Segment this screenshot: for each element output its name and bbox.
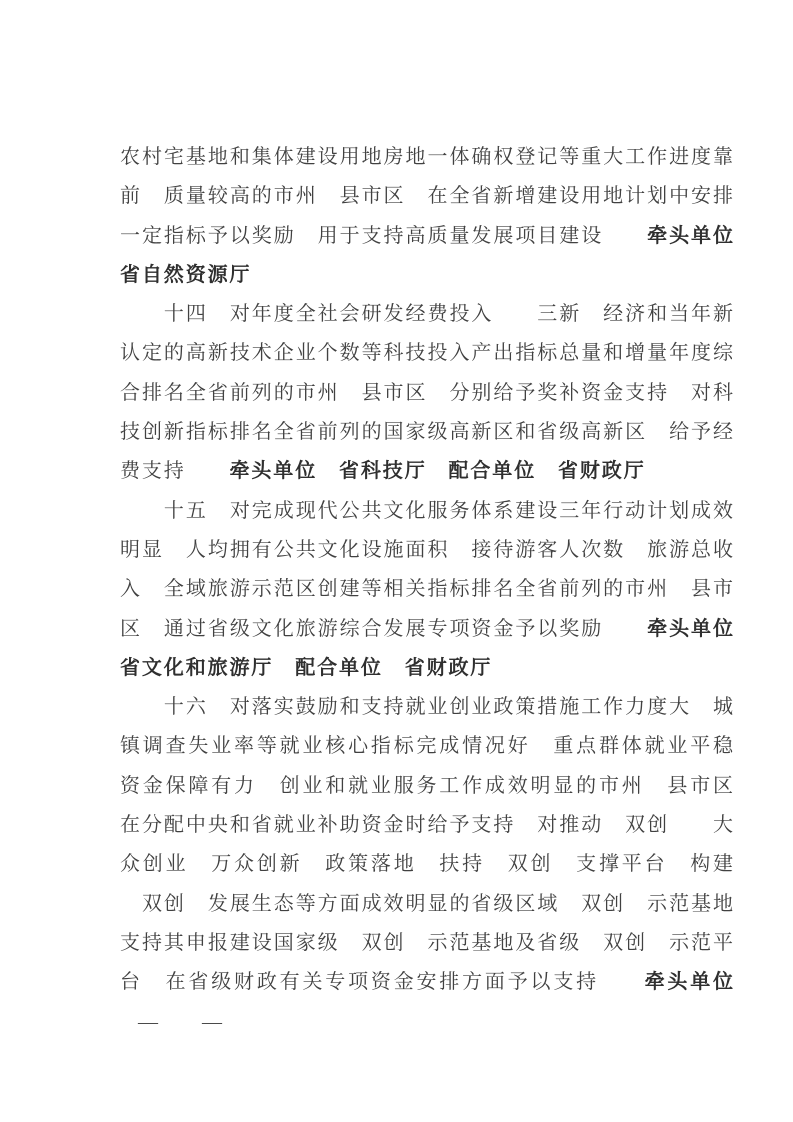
text-line bbox=[120, 924, 733, 963]
text-line bbox=[120, 492, 733, 531]
body-text-segment: 众创业 万众创新 政策落地 扶持 双创 支撑平台 构建 bbox=[120, 853, 733, 876]
text-line bbox=[120, 806, 733, 845]
text-line bbox=[120, 767, 733, 806]
text-line bbox=[120, 334, 733, 373]
text-line bbox=[120, 963, 733, 1002]
body-text-segment: 镇调查失业率等就业核心指标完成情况好 重点群体就业平稳 bbox=[120, 735, 733, 758]
kai-emphasis-text: 省自然资源厅 bbox=[120, 263, 252, 286]
kai-emphasis-text: 省文化和旅游厅 配合单位 省财政厅 bbox=[120, 656, 493, 679]
text-line bbox=[120, 570, 733, 609]
text-line bbox=[120, 452, 733, 491]
text-line bbox=[120, 610, 733, 649]
body-text-segment: 支持其申报建设国家级 双创 示范基地及省级 双创 示范平 bbox=[120, 931, 733, 954]
body-text-segment: 技创新指标排名全省前列的国家级高新区和省级高新区 给予经 bbox=[120, 421, 733, 444]
text-line bbox=[120, 217, 733, 256]
body-text-segment: 十六 对落实鼓励和支持就业创业政策措施工作力度大 城 bbox=[120, 696, 733, 719]
body-text-segment: 双创 发展生态等方面成效明显的省级区域 双创 示范基地 bbox=[120, 892, 733, 915]
body-text-segment: 区 通过省级文化旅游综合发展专项资金予以奖励 bbox=[120, 617, 648, 640]
kai-emphasis-text: 牵头单位 bbox=[644, 971, 734, 994]
body-text-segment: 费支持 bbox=[120, 460, 230, 483]
text-line bbox=[120, 885, 733, 924]
text-line bbox=[120, 374, 733, 413]
text-line bbox=[120, 845, 733, 884]
text-line bbox=[120, 295, 733, 334]
page-number-dash-left: — bbox=[138, 1010, 158, 1033]
body-text-segment: 在分配中央和省就业补助资金时给予支持 对推动 双创 大 bbox=[120, 814, 733, 837]
body-text-segment: 一定指标予以奖励 用于支持高质量发展项目建设 bbox=[120, 224, 648, 247]
kai-emphasis-text: 牵头单位 bbox=[647, 617, 734, 640]
body-text-segment: 资金保障有力 创业和就业服务工作成效明显的市州 县市区 bbox=[120, 774, 733, 797]
text-line bbox=[120, 531, 733, 570]
body-text-segment: 入 全域旅游示范区创建等相关指标排名全省前列的市州 县市 bbox=[120, 578, 733, 601]
text-line bbox=[120, 413, 733, 452]
text-line bbox=[120, 256, 733, 295]
body-text-segment: 农村宅基地和集体建设用地房地一体确权登记等重大工作进度靠 bbox=[120, 146, 733, 168]
body-text-segment: 明显 人均拥有公共文化设施面积 接待游客人次数 旅游总收 bbox=[120, 538, 733, 561]
kai-emphasis-text: 牵头单位 bbox=[647, 224, 734, 247]
body-text-segment: 认定的高新技术企业个数等科技投入产出指标总量和增量年度综 bbox=[120, 342, 733, 365]
page-number-dash-right: — bbox=[202, 1010, 222, 1033]
kai-emphasis-text: 牵头单位 省科技厅 配合单位 省财政厅 bbox=[229, 460, 646, 483]
text-line bbox=[120, 688, 733, 727]
page-number bbox=[120, 1003, 733, 1042]
text-line bbox=[120, 138, 733, 177]
body-text-segment: 十四 对年度全社会研发经费投入 三新 经济和当年新 bbox=[120, 303, 733, 326]
body-text-segment: 台 在省级财政有关专项资金安排方面予以支持 bbox=[120, 971, 645, 994]
text-line bbox=[120, 649, 733, 688]
document-body bbox=[120, 138, 733, 1003]
body-text-segment: 合排名全省前列的市州 县市区 分别给予奖补资金支持 对科 bbox=[120, 381, 733, 404]
body-text-segment: 前 质量较高的市州 县市区 在全省新增建设用地计划中安排 bbox=[120, 185, 733, 208]
text-line bbox=[120, 177, 733, 216]
body-text-segment: 十五 对完成现代公共文化服务体系建设三年行动计划成效 bbox=[120, 499, 733, 522]
text-line bbox=[120, 727, 733, 766]
